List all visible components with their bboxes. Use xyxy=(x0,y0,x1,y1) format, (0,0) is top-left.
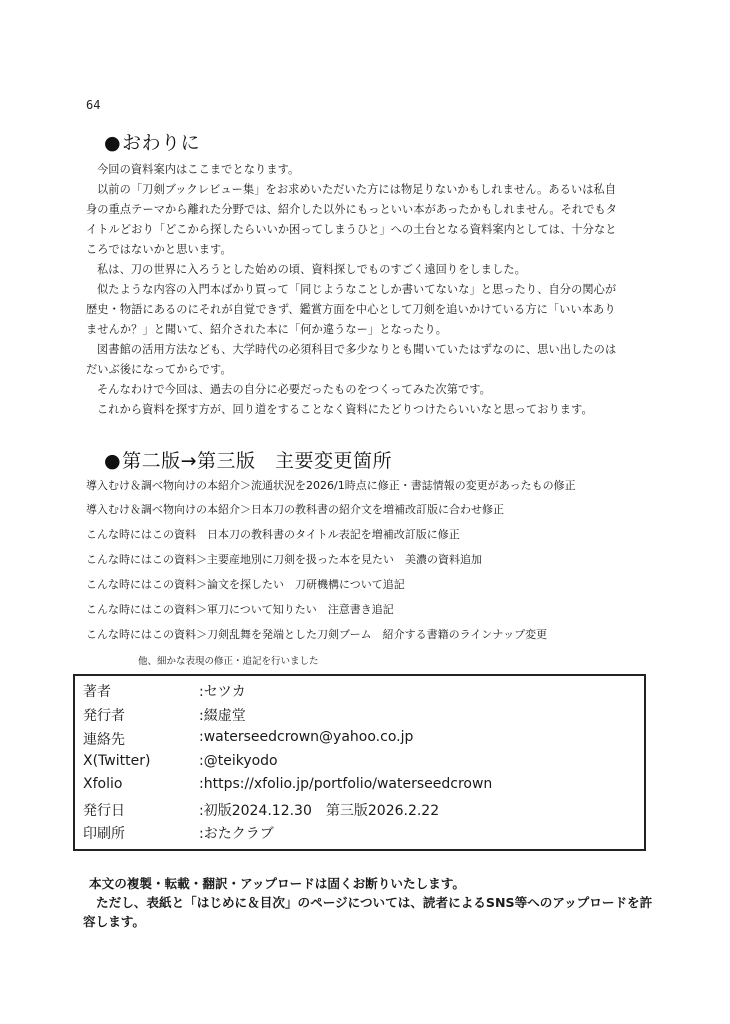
colophon-value: :セツカ xyxy=(199,684,246,700)
bullet-icon: ● xyxy=(104,132,122,154)
closing-paragraph: これから資料を探す方が、回り道をすることなく資料にたどりつけたらいいなと思っております。 xyxy=(97,403,593,416)
closing-heading xyxy=(104,128,200,155)
closing-paragraph: 図書館の活用方法なども、大学時代の必須科目で多少なりとも聞いていたはずなのに、思い出したのはだいぶ後になってからです。 xyxy=(86,343,617,376)
colophon-value: :初版2024.12.30 第三版2026.2.22 xyxy=(199,803,440,819)
closing-paragraph: 似たような内容の入門本ばかり買って「同じようなことしか書いてないな」と思ったり、自分の関心が歴史・物語にあるのにそれが自覚できず、鑑賞方面を中心として刀剣を追いかけている方に「いい本ありませんか？」と聞いて、紹介された本に「何か違うなー」となったり。 xyxy=(86,283,617,336)
closing-paragraph: 私は、刀の世界に入ろうとした始めの頃、資料探しでものすごく遠回りをしました。 xyxy=(97,263,526,276)
changes-heading xyxy=(104,446,392,473)
change-item: こんな時にはこの資料＞軍刀について知りたい 注意書き追記 xyxy=(86,603,394,616)
page-number: 64 xyxy=(86,98,101,112)
colophon-label: 発行者 xyxy=(83,708,125,724)
colophon-value: :綴虚堂 xyxy=(199,708,246,724)
change-item: 導入むけ＆調べ物向けの本紹介＞流通状況を2026/1時点に修正・書誌情報の変更があったもの修正 xyxy=(86,479,576,492)
colophon-value: :@teikyodo xyxy=(199,753,278,769)
change-item: こんな時にはこの資料＞刀剣乱舞を発端とした刀剣ブーム 紹介する書籍のラインナップ変更 xyxy=(86,628,548,641)
copyright-line: 本文の複製・転載・翻訳・アップロードは固くお断りいたします。 xyxy=(89,876,465,891)
colophon-label: 印刷所 xyxy=(83,826,125,842)
colophon-label: 発行日 xyxy=(83,803,125,819)
colophon-label: Xfolio xyxy=(83,776,123,792)
closing-paragraph: そんなわけで今回は、過去の自分に必要だったものをつくってみた次第です。 xyxy=(97,383,491,396)
colophon-label: 連絡先 xyxy=(83,732,125,748)
closing-paragraph: 今回の資料案内はここまでとなります。 xyxy=(97,163,300,176)
colophon-box xyxy=(73,674,646,851)
colophon-value: :waterseedcrown@yahoo.co.jp xyxy=(199,729,414,745)
colophon-label: X(Twitter) xyxy=(83,753,151,769)
change-item: こんな時にはこの資料＞主要産地別に刀剣を扱った本を見たい 美濃の資料追加 xyxy=(86,553,482,566)
bullet-icon: ● xyxy=(104,450,122,472)
copyright-line: ただし、表紙と「はじめに＆目次」のページについては、読者によるSNS等へのアップロードを許容します。 xyxy=(83,895,653,929)
closing-paragraph: 以前の「刀剣ブックレビュー集」をお求めいただいた方には物足りないかもしれません。あるいは私自身の重点テーマから離れた分野では、紹介した以外にもっといい本があったかもしれません。それでもタイトルどおり「どこから探したらいいか困ってしまうひと」への土台となる資料案内としては、十分なところではないかと思います。 xyxy=(86,183,618,256)
colophon-value: :おたクラブ xyxy=(199,826,274,842)
change-item: 導入むけ＆調べ物向けの本紹介＞日本刀の教科書の紹介文を増補改訂版に合わせ修正 xyxy=(86,503,504,516)
copyright-notice xyxy=(83,874,653,931)
closing-heading-text: おわりに xyxy=(122,132,201,154)
colophon-label: 著者 xyxy=(83,684,111,700)
changes-heading-text: 第二版→第三版 主要変更箇所 xyxy=(122,450,393,472)
closing-body xyxy=(86,160,626,420)
changes-note: 他、細かな表現の修正・追記を行いました xyxy=(138,656,319,667)
change-item: こんな時にはこの資料＞論文を探したい 刀研機構について追記 xyxy=(86,578,405,591)
colophon-value: :https://xfolio.jp/portfolio/waterseedcrown xyxy=(199,776,493,792)
change-item: こんな時にはこの資料 日本刀の教科書のタイトル表記を増補改訂版に修正 xyxy=(86,528,460,541)
